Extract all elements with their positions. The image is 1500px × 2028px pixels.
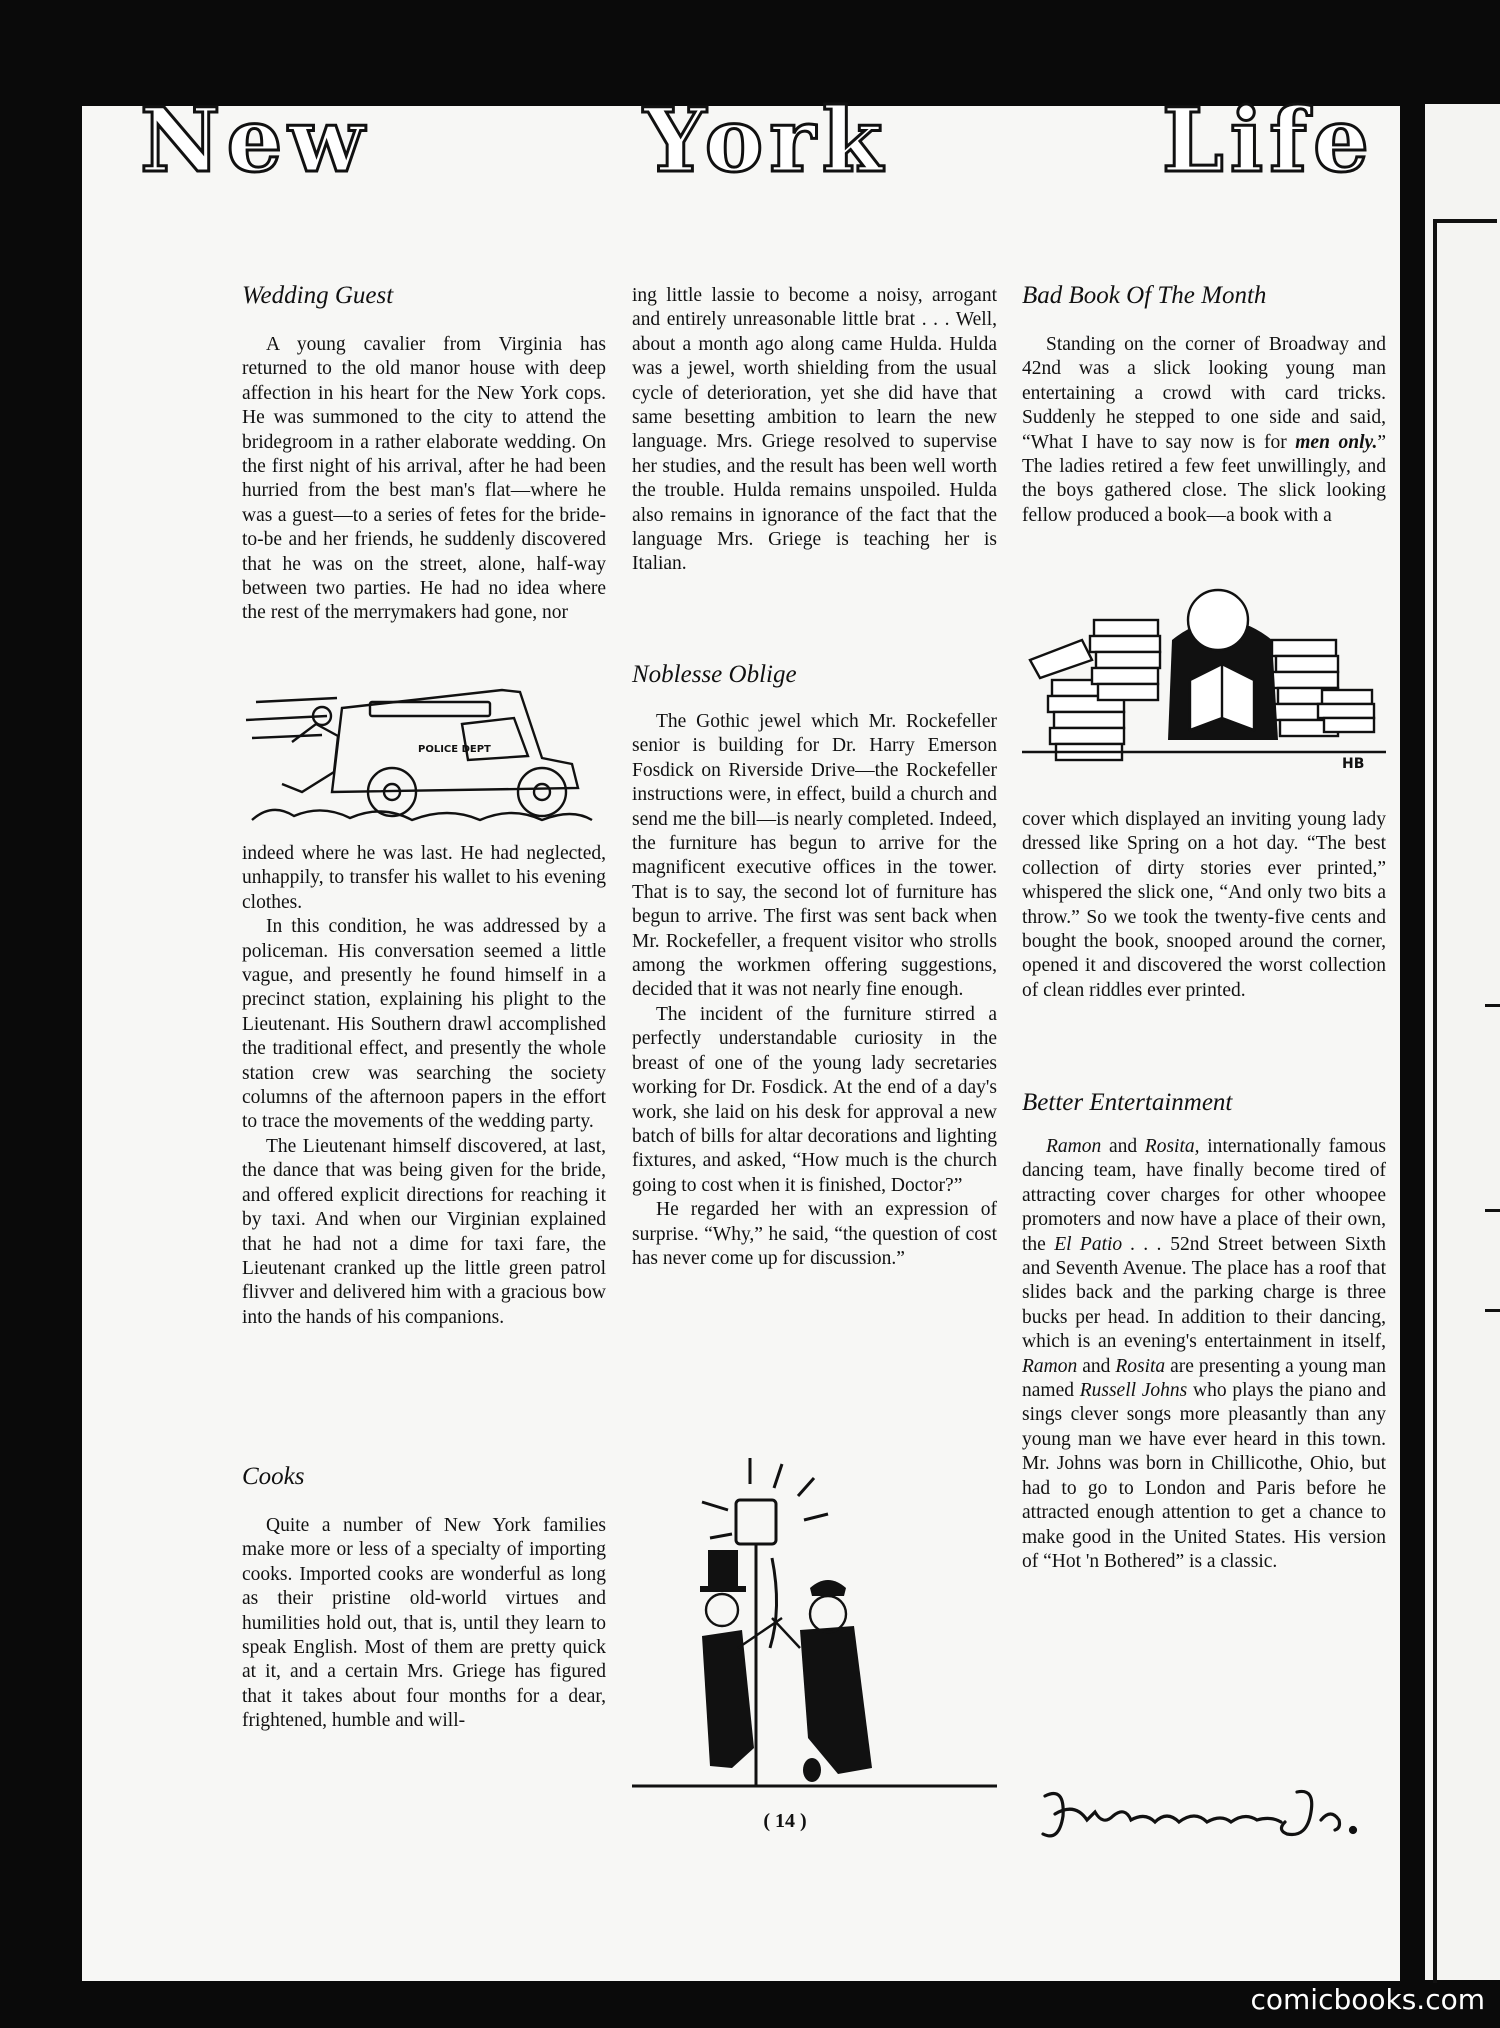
name-ramon: Ramon <box>1046 1136 1102 1157</box>
text-run: who plays the piano and sings clever songs more pleasantly than any young man we have ever heard in this town. Mr. Johns was born in Chillicothe, Ohio, but had to go to London and Paris before he attracted enough attention to get a chance to make good in the United States. His version of “Hot 'n Bothered” is a classic. <box>1022 1380 1386 1572</box>
name-rosita: Rosita <box>1115 1355 1166 1377</box>
masthead-word-life: Life <box>1161 88 1375 192</box>
paragraph: The Gothic jewel which Mr. Rockefeller senior is building for Dr. Harry Emerson Fosdick on Riverside Drive—the Rockefeller instructions were, in effect, build a church and send me the bill—is nearly completed. Indeed, the furniture has begun to arrive for the magnificent executive offices in the tower. That is to say, the second lot of furniture has begun to arrive. The first was sent back when Mr. Rockefeller, a frequent visitor who strolls among the workmen offering suggestions, decided that it was not nearly fine enough. <box>632 711 997 1001</box>
better-entertainment-text <box>1022 1135 1386 1755</box>
noblesse-oblige-text <box>632 710 997 1420</box>
text-run: Standing on the corner of Broadway and 42nd was a slick looking young man entertaining a crowd with card tricks. Suddenly he stepped to one side and said, “What I have to say now is for <box>1022 334 1386 453</box>
paragraph: The Lieutenant himself discovered, at last, the dance that was being given for the bride, and offered explicit directions for reaching it by taxi. And when our Virginian explained that he had not a dime for taxi fare, the Lieutenant cranked up the little green patrol flivver and delivered him with a gracious bow into the hands of his companions. <box>242 1135 606 1328</box>
lamppost-gentlemen-illustration <box>632 1448 997 1788</box>
text-run: ” The ladies retired a few feet unwillingly, and the boys gathered close. The slick looking fellow produced a book—a book with a <box>1022 431 1386 526</box>
paragraph <box>1022 333 1386 528</box>
paragraph: ing little lassie to become a noisy, arrogant and entirely unreasonable little brat . . . Well, about a month ago along came Hulda. Hulda was a jewel, worth shielding from the usual cycle of deterioration, yet she did have that same besetting ambition to learn the new language. Mrs. Griege resolved to supervise her studies, and the result has been well worth the trouble. Hulda remains unspoiled. Hulda also remains in ignorance of the fact that the language Mrs. Griege is teaching her is Italian. <box>632 285 997 575</box>
police-dept-label: POLICE DEPT <box>418 744 491 755</box>
heading-cooks: Cooks <box>242 1463 305 1490</box>
masthead-title <box>140 88 1375 192</box>
facing-page-rule <box>1485 1309 1500 1312</box>
emphasis-men-only: men only. <box>1295 431 1378 453</box>
paragraph: indeed where he was last. He had neglected, unhappily, to transfer his wallet to his evening clothes. <box>242 843 606 913</box>
paragraph <box>1022 1135 1386 1574</box>
heading-better-entertainment: Better Entertainment <box>1022 1089 1233 1116</box>
name-ramon: Ramon <box>1022 1355 1078 1377</box>
heading-noblesse-oblige: Noblesse Oblige <box>632 661 797 688</box>
man-reading-books-illustration <box>1022 560 1386 775</box>
facing-page-edge <box>1425 104 1500 1980</box>
name-rosita: Rosita, <box>1144 1136 1200 1157</box>
name-russell-johns: Russell Johns <box>1079 1380 1188 1402</box>
facing-page-border <box>1433 219 1497 1983</box>
site-watermark: comicbooks.com <box>1250 1983 1485 2016</box>
text-run: and <box>1101 1136 1145 1157</box>
wedding-guest-text-bottom <box>242 842 606 1420</box>
paragraph: In this condition, he was addressed by a policeman. His conversation seemed a little vague, and presently he found himself in a precinct station, explaining his plight to the Lieutenant. His Southern drawl accomplished the traditional effect, and presently the whole station crew was searching the society columns of the afternoon papers in the effort to trace the movements of the wedding party. <box>242 916 606 1133</box>
text-run: and <box>1077 1355 1116 1377</box>
heading-wedding-guest: Wedding Guest <box>242 282 394 309</box>
paragraph: cover which displayed an inviting young lady dressed like Spring on a hot day. “The best collection of dirty stories ever printed,” whispered the slick one, “And only two bits a throw.” So we took the twenty-five cents and bought the book, snooped around the corner, opened it and discovered the worst collection of clean riddles ever printed. <box>1022 809 1386 1001</box>
cooks-text-continued <box>632 284 997 624</box>
signature-knickerbocker <box>1035 1776 1365 1848</box>
masthead-word-york: York <box>643 88 889 192</box>
heading-bad-book: Bad Book Of The Month <box>1022 282 1267 309</box>
venue-el-patio: El Patio . . . <box>1054 1233 1162 1255</box>
text-run: internationally famous dancing team, have finally become tired of attracting cover charges for other whoopee promoters and now have a place of their own, the <box>1022 1136 1386 1255</box>
text-run: are presenting a young man named <box>1022 1355 1387 1402</box>
paragraph: Quite a number of New York families make more or less of a specialty of importing cooks. Imported cooks are wonderful as long as their pristine old-world virtues and humilities hold out, that is, until they learn to speak English. Most of them are pretty quick at it, and a certain Mrs. Griege has figured that it takes about four months for a dear, frightened, humble and will- <box>242 1515 606 1732</box>
police-car-illustration <box>242 680 606 828</box>
text-run: 52nd Street between Sixth and Seventh Avenue. The place has a roof that slides back and the parking charge is three bucks per head. In addition to their dancing, which is an evening's entertainment in itself, <box>1022 1233 1386 1353</box>
bad-book-text-top <box>1022 333 1386 543</box>
paragraph: The incident of the furniture stirred a perfectly understandable curiosity in the breast of one of the young lady secretaries working for Dr. Fosdick. At the end of a day's work, she laid on his desk for approval a new batch of bills for altar decorations and lighting fixtures, and asked, “How much is the church going to cost when it is finished, Doctor?” <box>632 1003 997 1196</box>
paragraph: He regarded her with an expression of surprise. “Why,” he said, “the question of cost has never come up for discussion.” <box>632 1199 997 1269</box>
cooks-text-start <box>242 1514 606 1784</box>
page-number: ( 14 ) <box>763 1810 807 1832</box>
masthead-word-new: New <box>140 88 371 192</box>
facing-page-rule <box>1485 1209 1500 1212</box>
paragraph: A young cavalier from Virginia has returned to the old manor house with deep affection in his heart for the New York cops. He was summoned to the city to attend the bridegroom in a rather elaborate wedding. On the first night of his arrival, after he had been hurried from the best man's flat—where he was a guest—to a series of fetes for the bride-to-be and her friends, he suddenly discovered that he was on the street, alone, half-way between two parties. He had no idea where the rest of the merrymakers had gone, nor <box>242 334 606 624</box>
facing-page-rule <box>1485 1004 1500 1007</box>
artist-initials: HB <box>1342 756 1365 772</box>
wedding-guest-text-top <box>242 333 606 665</box>
bad-book-text-bottom <box>1022 808 1386 1048</box>
